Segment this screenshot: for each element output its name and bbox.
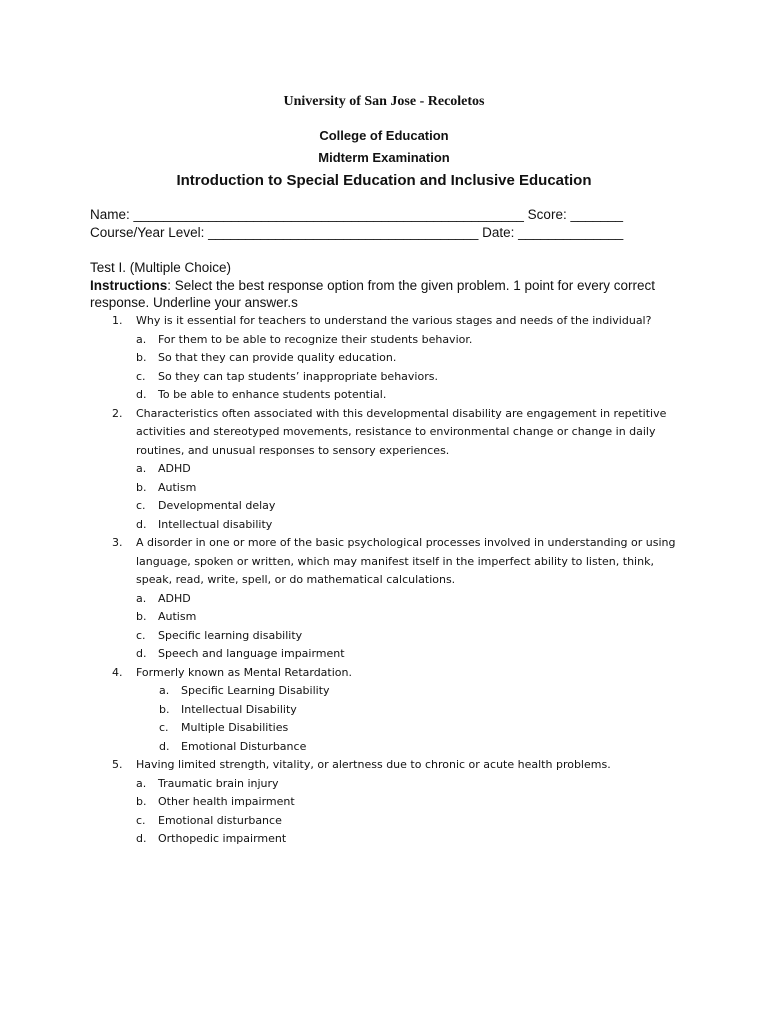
option-3b: [112, 608, 682, 627]
option-text: Autism: [158, 610, 197, 623]
option-1c: [112, 368, 682, 387]
option-3d: [112, 645, 682, 664]
option-2b: [112, 479, 682, 498]
option-text: Emotional Disturbance: [181, 739, 307, 753]
option-text: ADHD: [158, 462, 191, 475]
option-letter: b.: [136, 480, 147, 494]
option-letter: a.: [159, 684, 170, 697]
option-letter: c.: [136, 813, 146, 827]
option-text: Speech and language impairment: [158, 647, 345, 660]
question-2: [112, 405, 682, 461]
option-1b: [112, 349, 682, 368]
instructions-text: : Select the best response option from the given problem. 1 point for every correct response. Underline your answer.s: [90, 278, 656, 310]
option-letter: b.: [136, 795, 147, 808]
question-number: 4.: [112, 665, 123, 679]
option-letter: d.: [159, 739, 170, 753]
option-text: For them to be able to recognize their students behavior.: [158, 332, 473, 346]
option-5a: [112, 775, 682, 794]
test-title: Test I. (Multiple Choice): [90, 260, 232, 275]
option-letter: d.: [136, 647, 147, 660]
option-1d: [112, 386, 682, 405]
option-letter: c.: [136, 369, 146, 383]
option-text: Emotional disturbance: [158, 813, 282, 827]
option-letter: b.: [136, 351, 147, 364]
instructions: [90, 277, 690, 311]
option-text: So that they can provide quality education.: [158, 351, 397, 364]
option-text: Other health impairment: [158, 795, 295, 808]
option-letter: b.: [159, 702, 170, 716]
option-text: Orthopedic impairment: [158, 832, 287, 845]
option-1a: [112, 331, 682, 350]
question-3: [112, 534, 682, 590]
question-number: 1.: [112, 314, 123, 327]
option-2c: [112, 497, 682, 516]
course-date-line: Course/Year Level: ____________________________________ Date: ______________: [90, 225, 624, 240]
option-text: Multiple Disabilities: [181, 721, 289, 734]
option-letter: a.: [136, 776, 147, 790]
option-letter: d.: [136, 517, 147, 531]
option-4a: [112, 682, 682, 701]
question-5: [112, 756, 682, 775]
course-title: Introduction to Special Education and Inclusive Education: [176, 172, 592, 189]
option-4b: [112, 701, 682, 720]
question-number: 5.: [112, 758, 123, 771]
question-4: [112, 664, 682, 683]
option-2d: [112, 516, 682, 535]
option-4c: [112, 719, 682, 738]
question-1: [112, 312, 682, 331]
option-text: Intellectual disability: [158, 517, 273, 531]
option-text: Traumatic brain injury: [158, 776, 279, 790]
name-score-line: Name: ____________________________________________________ Score: _______: [90, 207, 624, 222]
option-text: Specific Learning Disability: [181, 684, 330, 697]
option-5c: [112, 812, 682, 831]
option-text: Autism: [158, 480, 197, 494]
option-text: Intellectual Disability: [181, 702, 297, 716]
option-letter: c.: [159, 721, 169, 734]
college-name: College of Education: [319, 128, 449, 143]
option-text: To be able to enhance students potential.: [158, 388, 387, 401]
option-3a: [112, 590, 682, 609]
option-text: So they can tap students’ inappropriate behaviors.: [158, 369, 438, 383]
option-letter: b.: [136, 610, 147, 623]
option-letter: d.: [136, 388, 147, 401]
option-letter: d.: [136, 832, 147, 845]
question-number: 2.: [112, 406, 123, 420]
question-text: Why is it essential for teachers to understand the various stages and needs of the individual?: [136, 314, 652, 327]
option-2a: [112, 460, 682, 479]
option-5d: [112, 830, 682, 849]
question-list: [112, 312, 682, 849]
option-4d: [112, 738, 682, 757]
question-text: Characteristics often associated with this developmental disability are engagement in repetitive activities and stereotyped movements, resistance to environmental change or change in daily routines, and unusual responses to sensory experiences.: [136, 406, 667, 457]
option-letter: a.: [136, 332, 147, 346]
option-text: ADHD: [158, 591, 191, 605]
question-text: A disorder in one or more of the basic psychological processes involved in understanding or using language, spoken or written, which may manifest itself in the imperfect ability to listen, think, speak, read, write, spell, or do mathematical calculations.: [136, 536, 676, 586]
question-text: Having limited strength, vitality, or alertness due to chronic or acute health problems.: [136, 758, 611, 771]
question-number: 3.: [112, 536, 123, 549]
option-letter: c.: [136, 628, 146, 642]
option-letter: c.: [136, 499, 146, 512]
exam-title: Midterm Examination: [318, 150, 450, 165]
option-text: Developmental delay: [158, 499, 276, 512]
question-text: Formerly known as Mental Retardation.: [136, 665, 352, 679]
option-5b: [112, 793, 682, 812]
option-3c: [112, 627, 682, 646]
option-text: Specific learning disability: [158, 628, 303, 642]
instructions-label: Instructions: [90, 278, 168, 293]
university-name: University of San Jose - Recoletos: [283, 94, 485, 109]
option-letter: a.: [136, 591, 147, 605]
option-letter: a.: [136, 462, 147, 475]
